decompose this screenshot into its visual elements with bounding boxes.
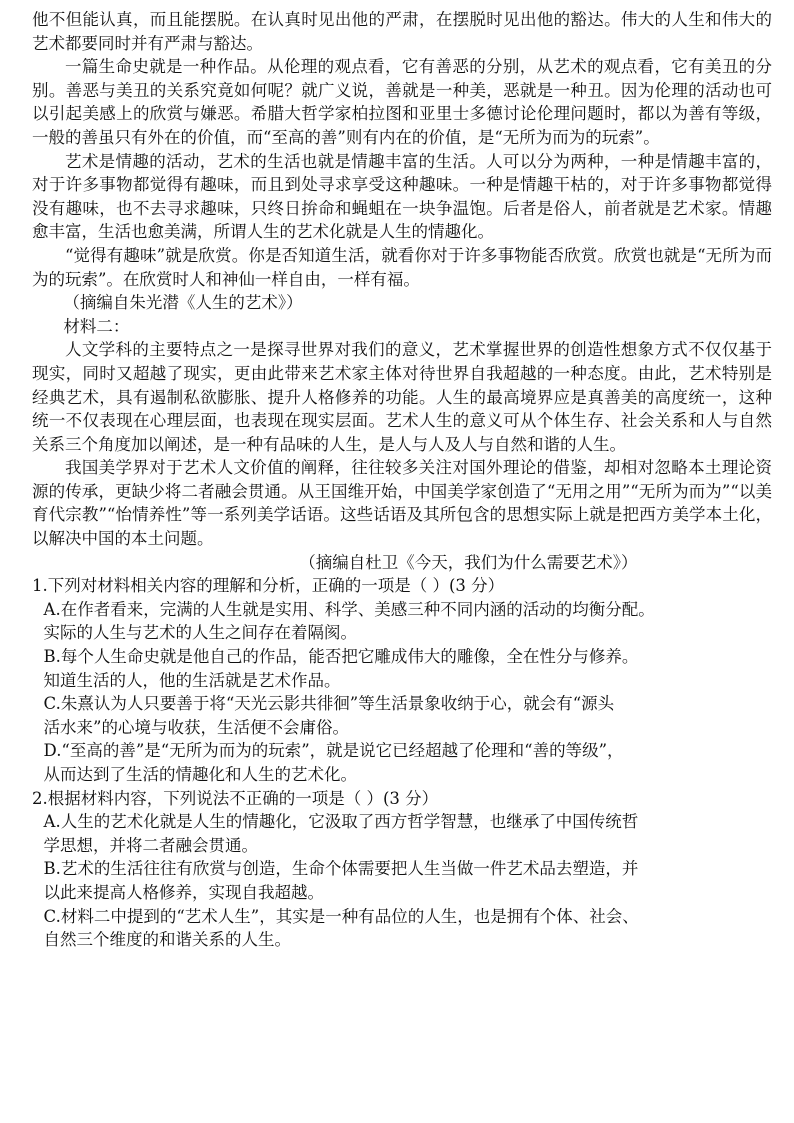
material1-paragraph-3: 艺术是情趣的活动，艺术的生活也就是情趣丰富的生活。人可以分为两种，一种是情趣丰富的，对于许多事物都觉得有趣味，而且到处寻求享受这种趣味。一种是情趣干枯的，对于许多事物都觉得没有趣味，也不去寻求趣味，只终日拚命和蝇蛆在一块争温饱。后者是俗人，前者就是艺术家。情趣愈丰富，生活也愈美满，所谓人生的艺术化就是人生的情趣化。 [32,151,772,242]
option-c-line-2: 活水来”的心境与收获，生活便不会庸俗。 [43,717,349,737]
option-b-line-2: 以此来提高人格修养，实现自我超越。 [43,882,325,902]
material2-paragraph-2: 我国美学界对于艺术人文价值的阐释，往往较多关注对国外理论的借鉴，却相对忽略本土理论资源的传承，更缺少将二者融会贯通。从王国维开始，中国美学家创造了“无用之用”“无所为而为”“以美育代宗教”“怡情养性”等一系列美学话语。这些话语及其所包含的思想实际上就是把西方美学本土化，以解决中国的本土问题。 [32,458,772,549]
material1-source: （摘编自朱光潜《人生的艺术》） [63,293,303,313]
option-d-line-2: 从而达到了生活的情趣化和人生的艺术化。 [43,765,358,784]
material1-paragraph-1: 他不但能认真，而且能摆脱。在认真时见出他的严肃，在摆脱时见出他的豁达。伟大的人生和伟大的艺术都要同时并有严肃与豁达。 [32,10,772,53]
option-c-line-1: C.朱熹认为人只要善于将“天光云影共徘徊”等生活景象收纳于心，就会有“源头 [43,694,615,714]
option-b-line-1: B.每个人生命史就是他自己的作品，能否把它雕成伟大的雕像，全在性分与修养。 [43,647,639,667]
option-a-line-1: A.人生的艺术化就是人生的情趣化，它汲取了西方哲学智慧，也继承了中国传统哲 [43,812,639,832]
question-2-stem: 2.根据材料内容，下列说法不正确的一项是（ ）(3 分） [32,788,439,808]
option-a-line-1: A.在作者看来，完满的人生就是实用、科学、美感三种不同内涵的活动的均衡分配。 [43,599,655,619]
document-page [32,8,772,952]
option-b-line-1: B.艺术的生活往往有欣赏与创造，生命个体需要把人生当做一件艺术品去塑造，并 [43,859,639,879]
question-2-option-a[interactable] [32,810,772,857]
question-2 [32,787,772,952]
question-1 [32,574,772,786]
option-c-line-1: C.材料二中提到的“艺术人生”，其实是一种有品位的人生，也是拥有个体、社会、 [43,906,639,926]
question-2-option-c[interactable] [32,905,772,952]
question-1-option-b[interactable] [32,645,772,692]
material2-paragraph-1: 人文学科的主要特点之一是探寻世界对我们的意义，艺术掌握世界的创造性想象方式不仅仅基于现实，同时又超越了现实，更由此带来艺术家主体对待世界自我超越的一种态度。由此，艺术特别是经典艺术，具有遏制私欲膨胀、提升人格修养的功能。人生的最高境界应是真善美的高度统一，这种统一不仅表现在心理层面，也表现在现实层面。艺术人生的意义可从个体生存、社会关系和人与自然关系三个角度加以阐述，是一种有品味的人生，是人与人及人与自然和谐的人生。 [32,340,772,454]
material1-paragraph-2: 一篇生命史就是一种作品。从伦理的观点看，它有善恶的分别，从艺术的观点看，它有美丑的分别。善恶与美丑的关系究竟如何呢？就广义说，善就是一种美，恶就是一种丑。因为伦理的活动也可以引起美感上的欣赏与嫌恶。希腊大哲学家柏拉图和亚里士多德讨论伦理问题时，都以为善有等级，一般的善虽只有外在的价值，而“至高的善”则有内在的价值，是“无所为而为的玩索”。 [32,57,772,147]
option-b-line-2: 知道生活的人，他的生活就是艺术作品。 [43,670,341,690]
question-1-stem: 1.下列对材料相关内容的理解和分析，正确的一项是（ ）(3 分） [32,576,505,596]
question-2-option-b[interactable] [32,857,772,904]
material1-paragraph-4: “觉得有趣味”就是欣赏。你是否知道生活，就看你对于许多事物能否欣赏。欣赏也就是“无所为而为的玩索”。在欣赏时人和神仙一样自由，一样有福。 [32,245,772,289]
option-a-line-2: 学思想，并将二者融会贯通。 [43,835,259,855]
option-a-line-2: 实际的人生与艺术的人生之间存在着隔阂。 [43,623,358,643]
question-1-option-c[interactable] [32,692,772,739]
question-1-option-a[interactable] [32,598,772,645]
option-d-line-1: D.“至高的善”是“无所为而为的玩索”，就是说它已经超越了伦理和“善的等级”， [43,741,624,761]
material2-label: 材料二： [63,316,130,336]
option-c-line-2: 自然三个维度的和谐关系的人生。 [43,930,292,950]
material2-source: （摘编自杜卫《今天，我们为什么需要艺术》） [299,552,638,572]
question-1-option-d[interactable] [32,739,772,786]
